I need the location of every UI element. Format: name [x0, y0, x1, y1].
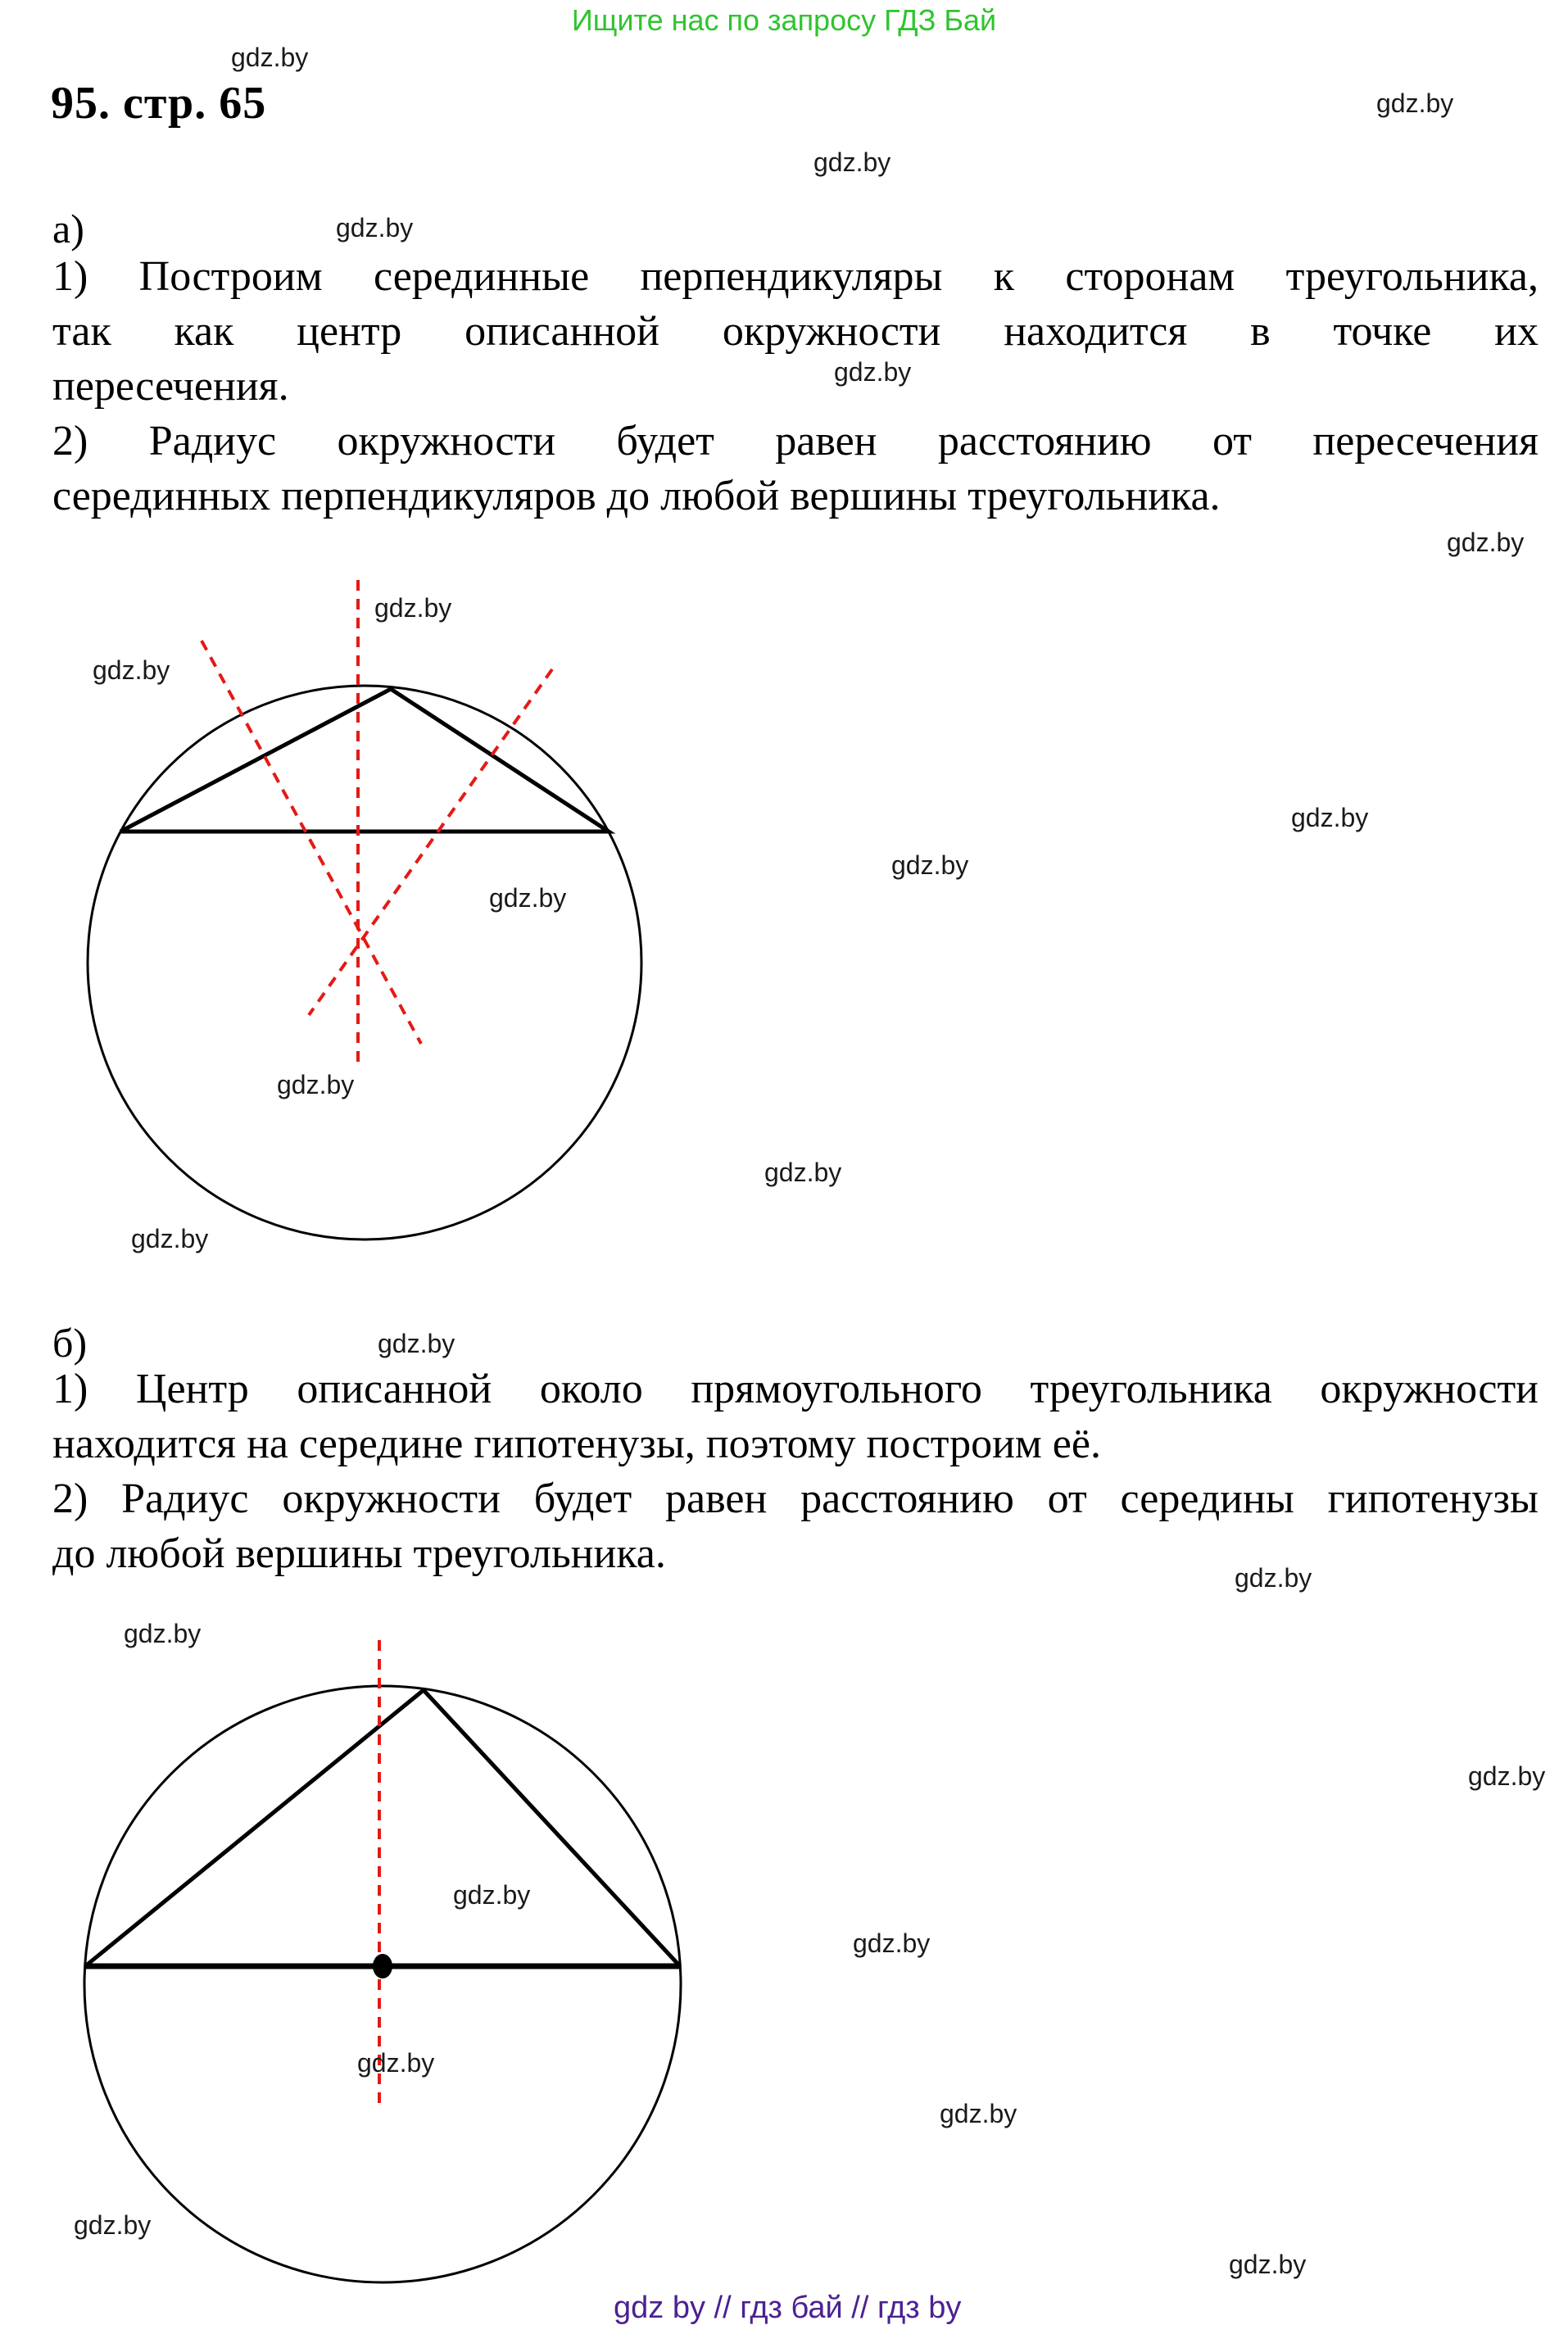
watermark-gdz-by: gdz.by [131, 1224, 209, 1253]
watermark-gdz-by: gdz.by [813, 147, 891, 177]
page-title: 95. стр. 65 [51, 78, 267, 129]
watermark-gdz-by: gdz.by [374, 593, 452, 623]
section-b-label: б) [52, 1320, 88, 1366]
figure-b-circumscribed-circle [84, 1640, 681, 2282]
perpendicular-bisector-right [309, 669, 552, 1015]
watermark-gdz-by: gdz.by [124, 1619, 202, 1648]
watermark-gdz-by: gdz.by [357, 2048, 435, 2078]
section-a-line: так как центр описанной окружности находится в точке их [52, 308, 1539, 355]
promo-header: Ищите нас по запросу ГДЗ Бай [571, 3, 997, 37]
watermark-gdz-by: gdz.by [834, 357, 912, 387]
footer-site-links: gdz by // гдз бай // гдз by [614, 2291, 962, 2325]
section-b-line: 1) Центр описанной около прямоугольного треугольника окружности [52, 1366, 1539, 1412]
watermark-gdz-by: gdz.by [231, 43, 309, 72]
section-b-text [52, 1362, 1539, 1581]
watermark-gdz-by: gdz.by [74, 2210, 152, 2240]
watermark-gdz-by: gdz.by [764, 1158, 842, 1187]
watermark-gdz-by: gdz.by [1468, 1761, 1546, 1791]
watermark-gdz-by: gdz.by [1235, 1563, 1312, 1593]
watermark-gdz-by: gdz.by [93, 655, 170, 685]
section-a-line: 1) Построим серединные перпендикуляры к сторонам треугольника, [52, 253, 1539, 300]
section-a-line: 2) Радиус окружности будет равен расстоянию от пересечения [52, 418, 1539, 465]
watermark-gdz-by: gdz.by [453, 1880, 531, 1910]
watermark-gdz-by: gdz.by [940, 2099, 1017, 2128]
triangle-b-legs [85, 1690, 680, 1966]
watermark-gdz-by: gdz.by [1447, 528, 1525, 557]
watermark-gdz-by: gdz.by [489, 883, 567, 913]
watermark-gdz-by: gdz.by [891, 850, 969, 880]
section-b-line: 2) Радиус окружности будет равен расстоянию от середины гипотенузы [52, 1475, 1539, 1522]
watermark-gdz-by: gdz.by [853, 1928, 931, 1958]
section-a-label: а) [52, 206, 84, 252]
section-a-line: серединных перпендикуляров до любой вершины треугольника. [52, 473, 1221, 519]
section-a-text [52, 249, 1539, 523]
perpendicular-bisector-left [202, 641, 421, 1044]
watermark-gdz-by: gdz.by [277, 1070, 355, 1099]
circle-b [84, 1686, 681, 2282]
watermark-gdz-by: gdz.by [1229, 2250, 1307, 2279]
watermark-gdz-by: gdz.by [336, 213, 414, 242]
section-a-line: пересечения. [52, 363, 289, 410]
circle-a [88, 686, 641, 1240]
watermark-gdz-by: gdz.by [1291, 803, 1369, 832]
center-point-dot [373, 1954, 392, 1978]
triangle-a [120, 689, 609, 832]
section-b-line: до любой вершины треугольника. [52, 1530, 666, 1577]
section-b-line: находится на середине гипотенузы, поэтому построим её. [52, 1421, 1101, 1467]
watermark-gdz-by: gdz.by [1376, 88, 1454, 118]
watermark-gdz-by: gdz.by [378, 1329, 455, 1358]
